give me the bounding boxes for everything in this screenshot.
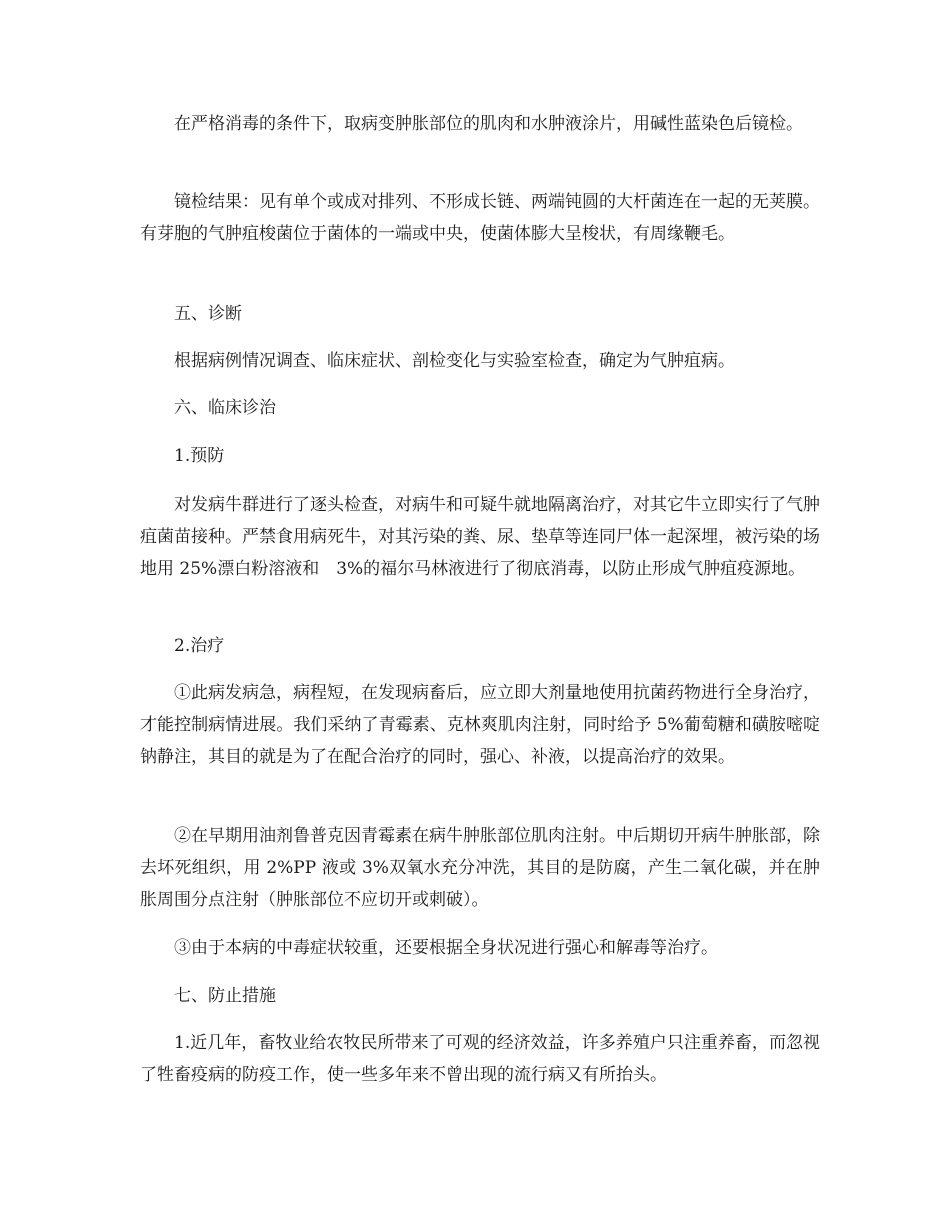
- paragraph-microscopy-result: 镜检结果：见有单个或成对排列、不形成长链、两端钝圆的大杆菌连在一起的无荚膜。有芽胞的气肿疽梭菌位于菌体的一端或中央，使菌体膨大呈梭状，有周缘鞭毛。: [140, 192, 820, 244]
- heading-treatment: 2.治疗: [174, 636, 225, 656]
- paragraph-smear-method: 在严格消毒的条件下，取病变肿胀部位的肌肉和水肿液涂片，用碱性蓝染色后镜检。: [174, 114, 803, 134]
- heading-clinical-treatment: 六、临床诊治: [174, 398, 276, 418]
- paragraph-treatment-3: ③由于本病的中毒症状较重，还要根据全身状况进行强心和解毒等治疗。: [174, 938, 718, 958]
- paragraph-diagnosis: 根据病例情况调查、临床症状、剖检变化与实验室检查，确定为气肿疽病。: [174, 351, 735, 371]
- heading-prevention: 1.预防: [174, 446, 225, 466]
- heading-control-measures: 七、防止措施: [174, 986, 276, 1006]
- paragraph-prevention: 对发病牛群进行了逐头检查，对病牛和可疑牛就地隔离治疗，对其它牛立即实行了气肿疽菌苗接种。严禁食用病死牛，对其污染的粪、尿、垫草等连同尸体一起深埋，被污染的场地用 25%漂白粉溶液和 3%的福尔马林液进行了彻底消毒，以防止形成气肿疽疫源地。: [140, 495, 820, 579]
- paragraph-control-1: 1.近几年，畜牧业给农牧民所带来了可观的经济效益，许多养殖户只注重养畜，而忽视了牲畜疫病的防疫工作，使一些多年来不曾出现的流行病又有所抬头。: [140, 1033, 820, 1085]
- heading-diagnosis: 五、诊断: [174, 304, 242, 324]
- paragraph-treatment-2: ②在早期用油剂鲁普克因青霉素在病牛肿胀部位肌肉注射。中后期切开病牛肿胀部，除去坏死组织，用 2%PP 液或 3%双氧水充分冲洗，其目的是防腐，产生二氧化碳，并在肿胀周围分点注射（肿胀部位不应切开或刺破）。: [140, 826, 820, 910]
- paragraph-treatment-1: ①此病发病急，病程短，在发现病畜后，应立即大剂量地使用抗菌药物进行全身治疗，才能控制病情进展。我们采纳了青霉素、克林爽肌肉注射，同时给予 5%葡萄糖和磺胺嘧啶钠静注，其目的就是为了在配合治疗的同时，强心、补液，以提高治疗的效果。: [140, 683, 820, 767]
